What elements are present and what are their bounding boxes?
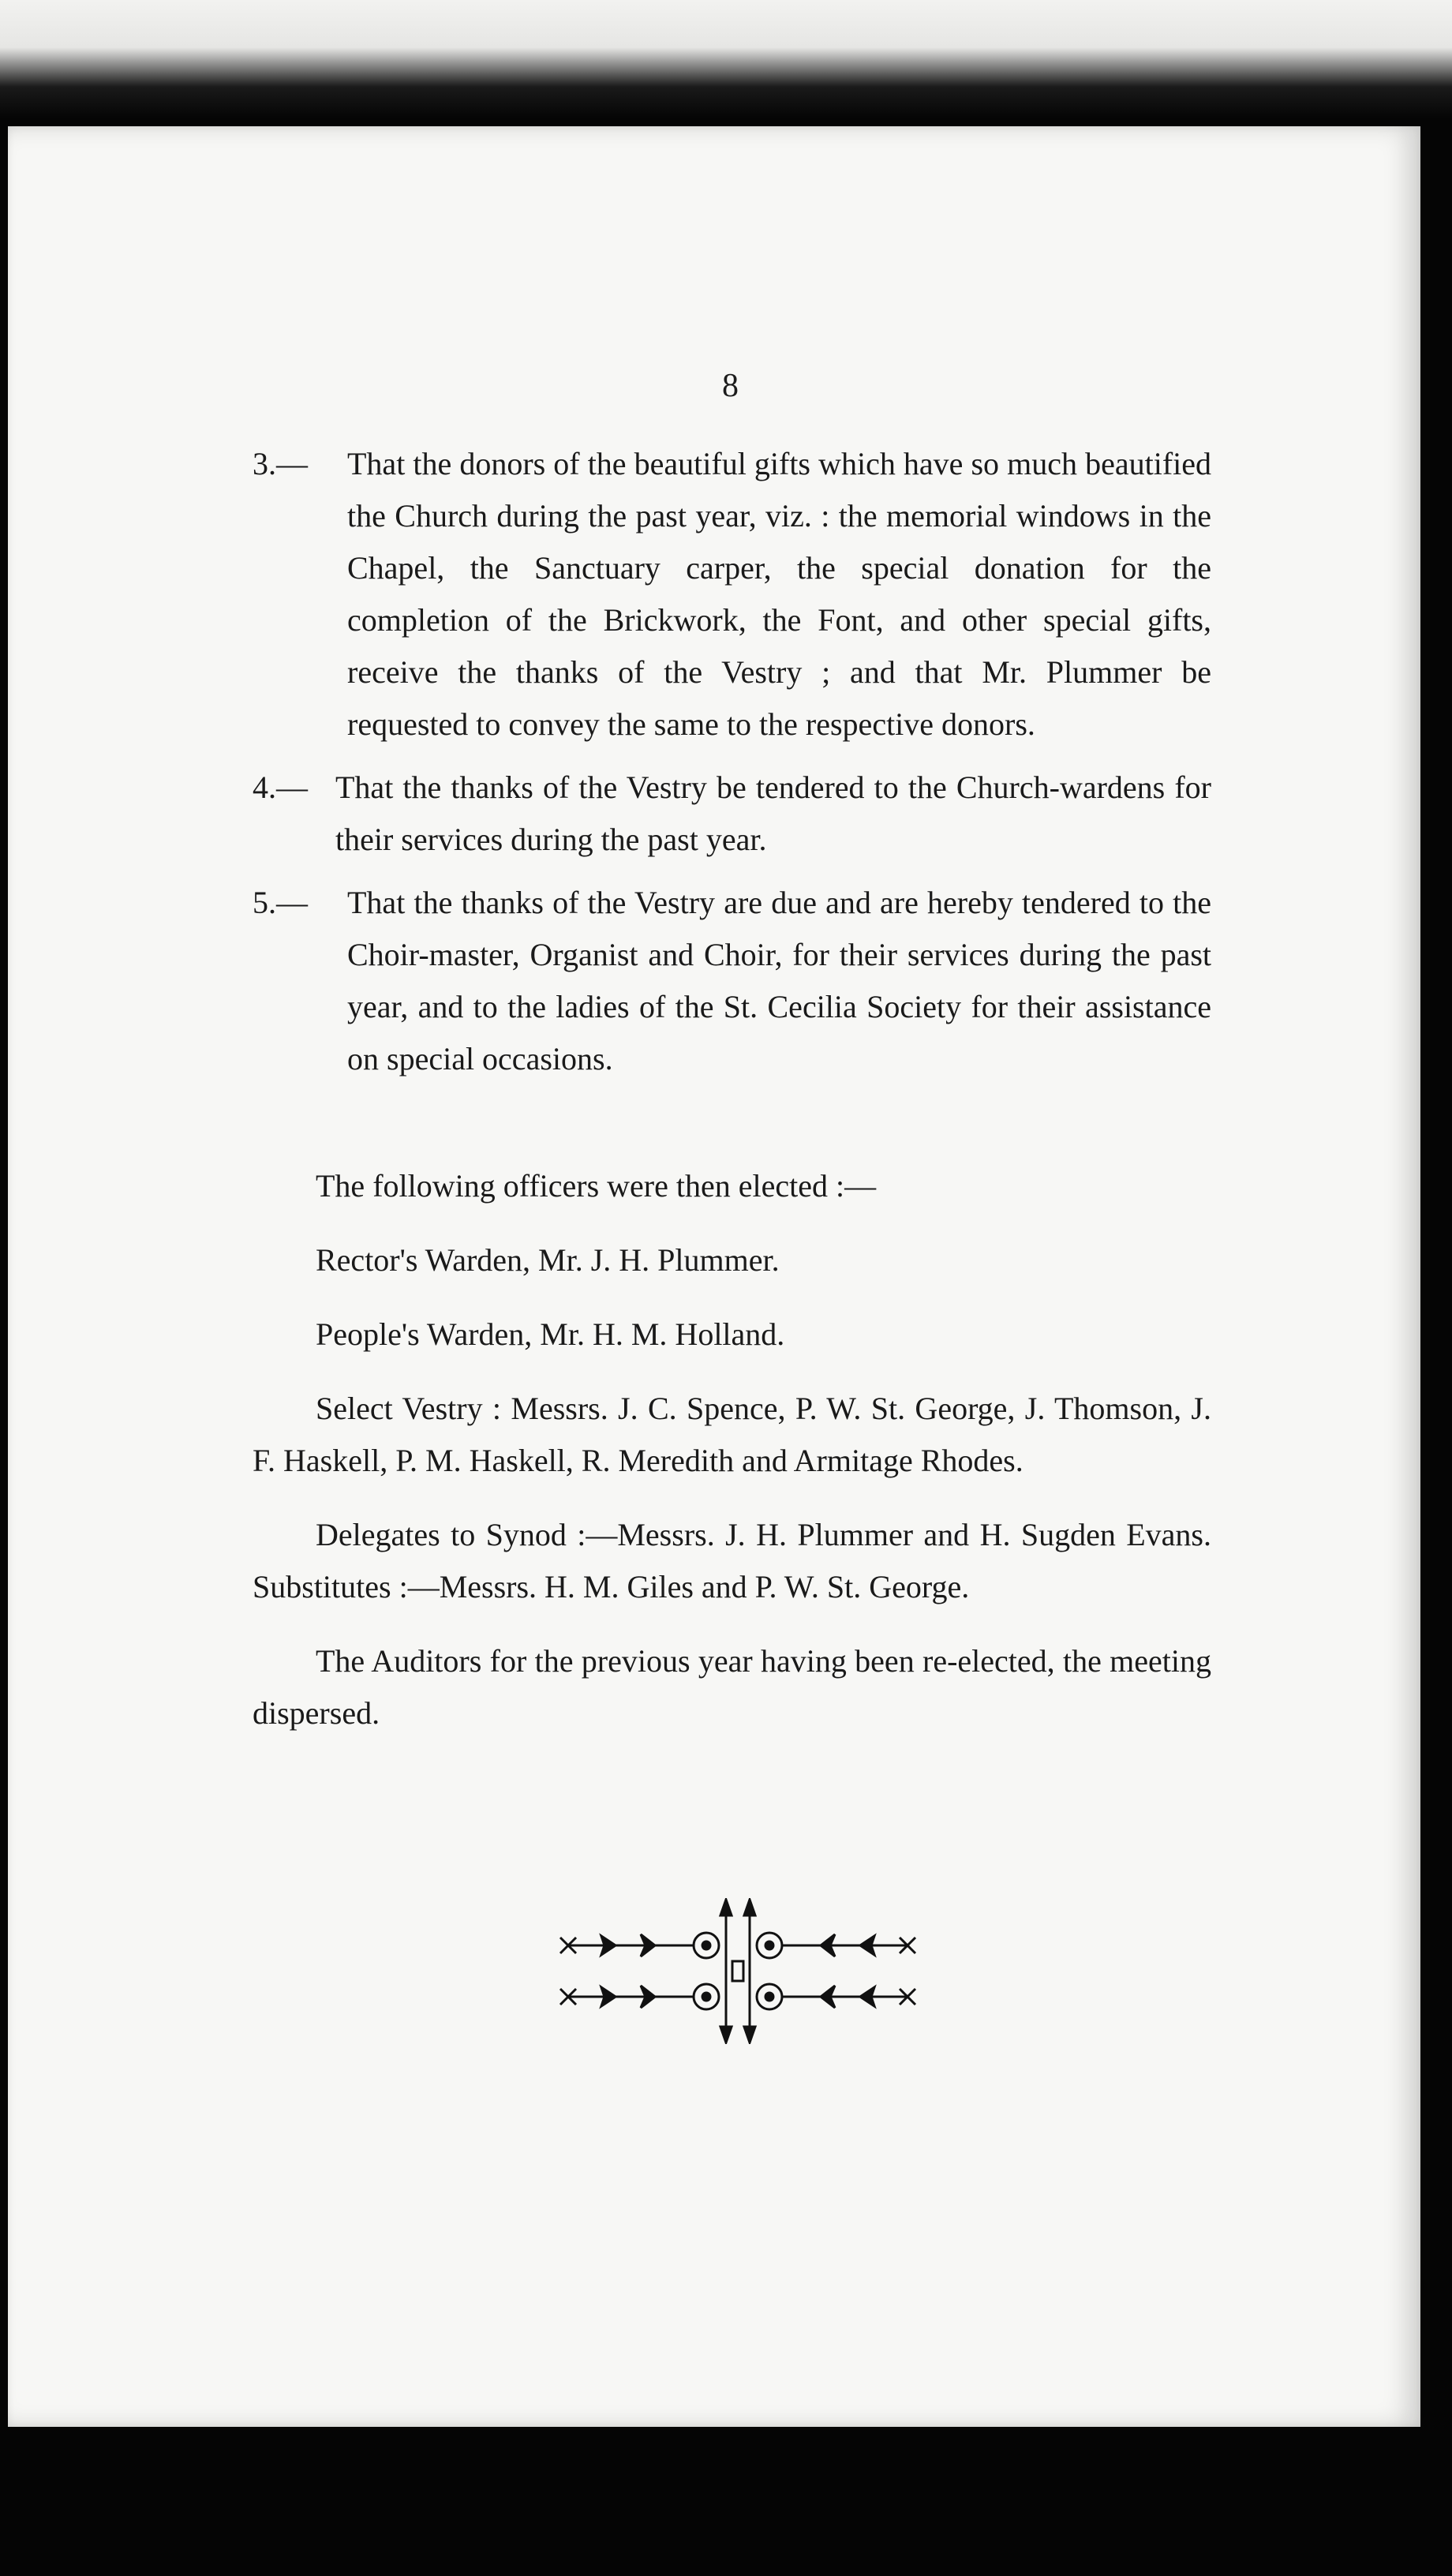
resolution-text: That the thanks of the Vestry be tendered to the Church-wardens for their services during the past year. — [335, 769, 1211, 857]
resolution-number: 5.— — [253, 885, 308, 920]
resolution-number: 4.— — [253, 769, 308, 805]
scan-background-bottom — [0, 2427, 1452, 2576]
resolution-text: That the thanks of the Vestry are due and are hereby tendered to the Choir-master, Organist and Choir, for their services during the past year, and to the ladies of the St. Cecilia Society for their assistance on special occasions. — [347, 885, 1211, 1076]
document-page — [8, 126, 1420, 2427]
peoples-warden: People's Warden, Mr. H. M. Holland. — [316, 1316, 785, 1352]
delegates-to-synod: Delegates to Synod :—Messrs. J. H. Plummer and H. Sugden Evans. Substitutes :—Messrs. H. M. Giles and P. W. St. George. — [253, 1517, 1211, 1604]
officers-elected-intro: The following officers were then elected :— — [316, 1168, 877, 1204]
resolution-5 — [253, 877, 1211, 1085]
select-vestry: Select Vestry : Messrs. J. C. Spence, P. W. St. George, J. Thomson, J. F. Haskell, P. M. Haskell, R. Meredith and Armitage Rhodes. — [253, 1391, 1211, 1478]
decorative-scroll-ornament-icon — [552, 1898, 923, 2044]
resolution-4 — [253, 762, 1211, 866]
scan-background-top — [0, 0, 1452, 118]
page-number: 8 — [722, 368, 739, 404]
election-paragraphs — [253, 1160, 1211, 1762]
resolution-number: 3.— — [253, 446, 308, 481]
resolution-3 — [253, 438, 1211, 751]
resolution-text: That the donors of the beautiful gifts which have so much beautified the Church during the past year, viz. : the memorial windows in the Chapel, the Sanctuary carper, the special donation for the completion of the Brickwork, the Font, and other special gifts, receive the thanks of the Vestry ; and that Mr. Plummer be requested to convey the same to the respective donors. — [347, 446, 1211, 742]
auditors-closing: The Auditors for the previous year having been re-elected, the meeting dispersed. — [253, 1643, 1211, 1731]
rectors-warden: Rector's Warden, Mr. J. H. Plummer. — [316, 1242, 780, 1278]
resolutions-list — [253, 438, 1211, 1096]
